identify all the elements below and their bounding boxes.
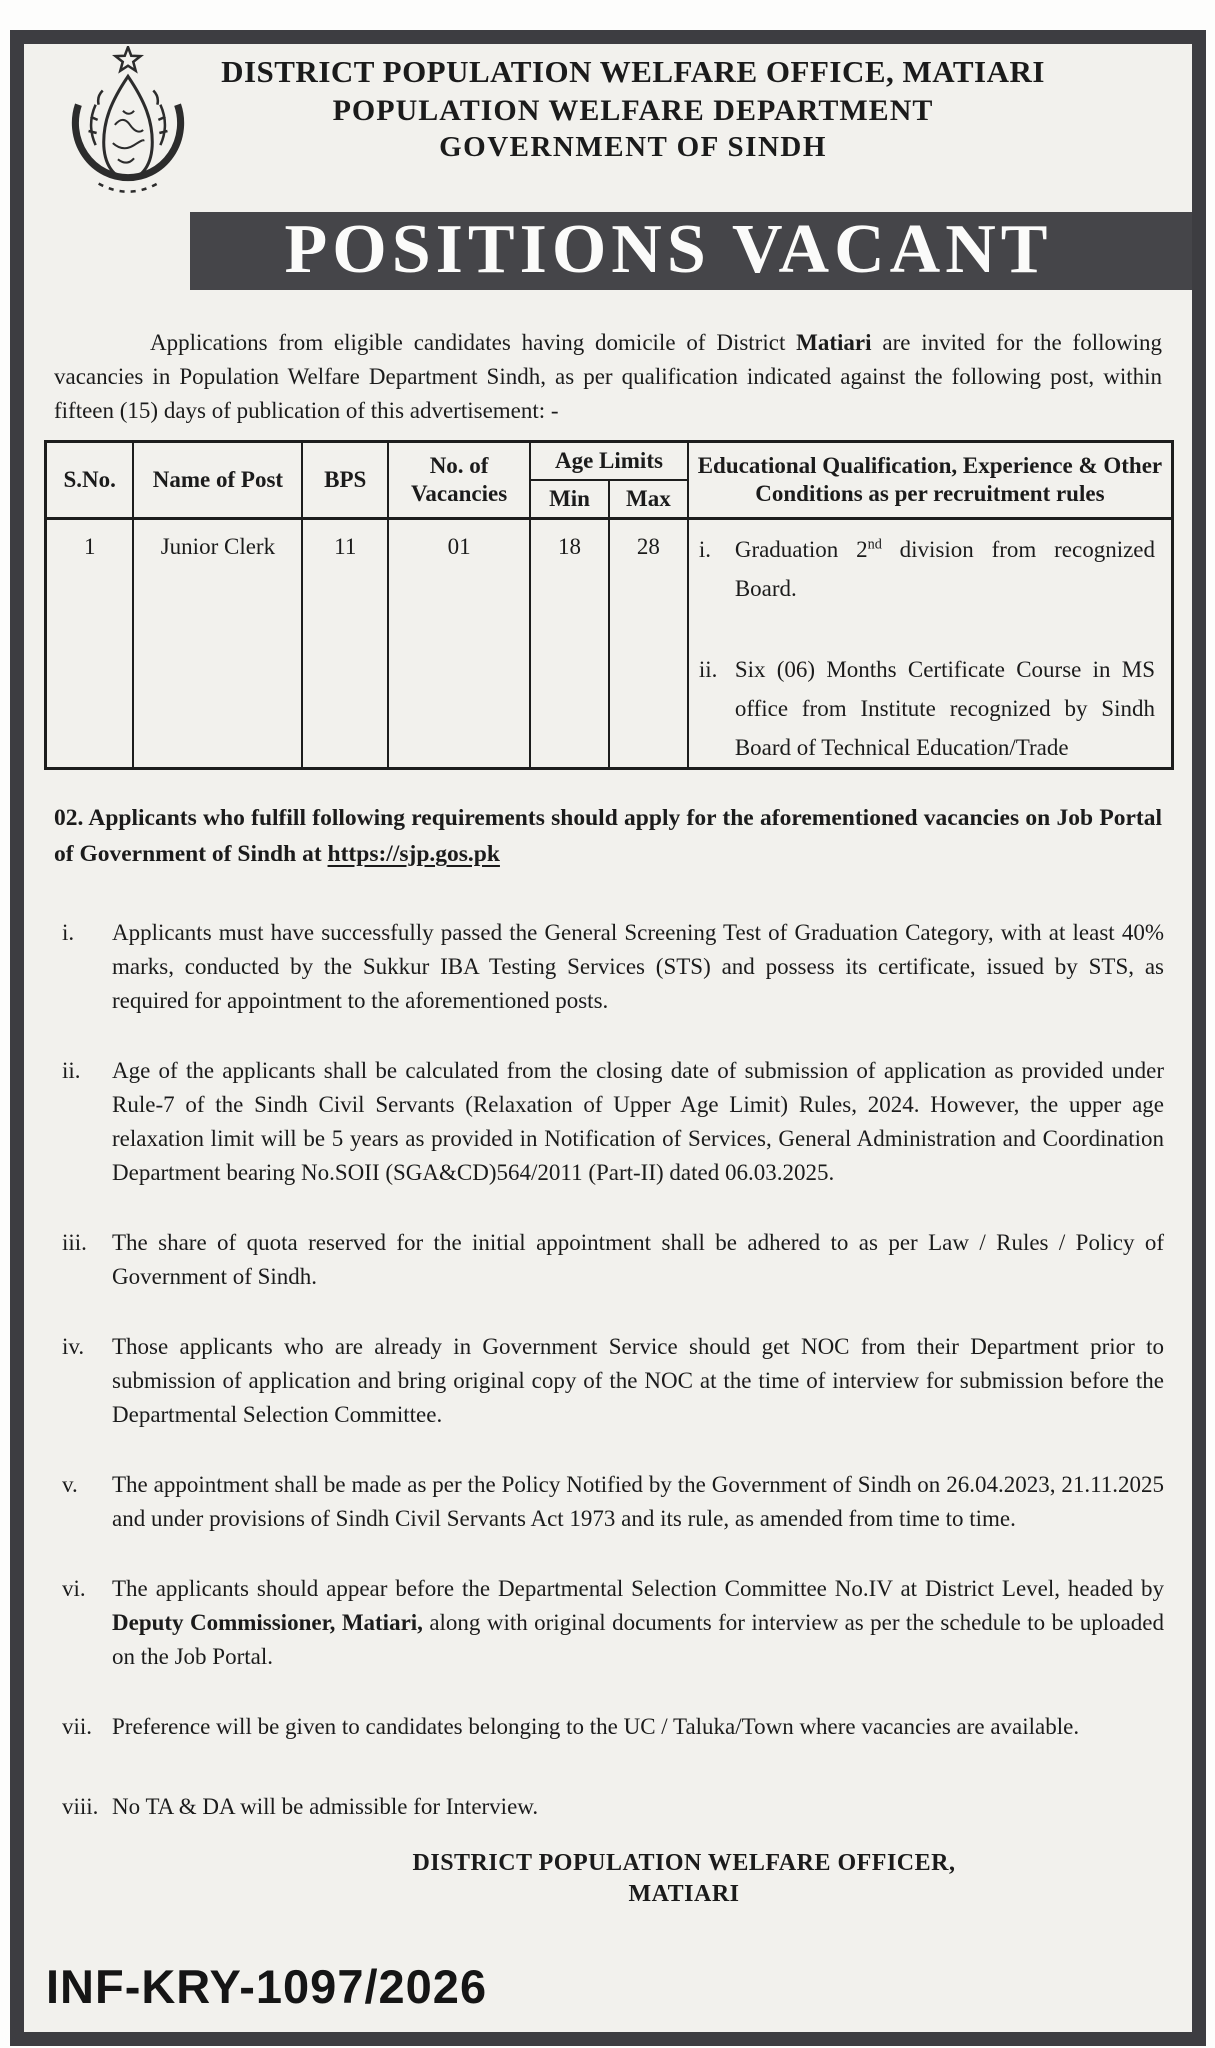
list-item-viii	[50, 1790, 1164, 1824]
list-item-ii-number: ii.	[62, 1058, 81, 1083]
list-item-v	[50, 1468, 1164, 1536]
list-item-ii-text: Age of the applicants shall be calculated from the closing date of submission of application as provided under Rule-7 of the Sindh Civil Servants (Relaxation of Upper Age Limit) Rules, 2024. However, the upper age relaxation limit will be 5 years as provided in Notification of Services, General Administration and Coordination Department bearing No.SOII (SGA&CD)564/2011 (Part-II) dated 06.03.2025.	[112, 1058, 1164, 1185]
qualification-item-ii	[699, 650, 1155, 767]
intro-text-pre: Applications from eligible candidates having domicile of District	[150, 330, 797, 355]
list-item-iv-text: Those applicants who are already in Government Service should get NOC from their Department prior to submission of application and bring original copy of the NOC at the time of interview for submission before the Departmental Selection Committee.	[112, 1334, 1164, 1427]
col-header-bps: BPS	[302, 442, 388, 519]
department-title: POPULATION WELFARE DEPARTMENT	[332, 94, 934, 127]
qual-i-post: division from recognized Board.	[734, 537, 1155, 601]
masthead-text	[24, 52, 1192, 166]
list-item-i-number: i.	[62, 920, 75, 945]
list-item-i	[50, 916, 1164, 1018]
list-item-i-text: Applicants must have successfully passed the General Screening Test of Graduation Category, with at least 40% marks, conducted by the Sukkur IBA Testing Services (STS) and possess its certificate, issued by STS, as required for appointment to the aforementioned posts.	[112, 920, 1164, 1013]
col-header-age-limits: Age Limits	[530, 442, 688, 481]
sindh-government-emblem-icon	[62, 46, 194, 218]
cell-post-name: Junior Clerk	[133, 519, 302, 769]
col-header-age-max: Max	[609, 480, 688, 519]
positions-vacant-banner: POSITIONS VACANT	[190, 212, 1192, 290]
list-item-vii-number: vii.	[62, 1714, 93, 1739]
list-item-v-text: The appointment shall be made as per the Policy Notified by the Government of Sindh on 26.04.2023, 21.11.2025 and under provisions of Sindh Civil Servants Act 1973 and its rule, as amended from time to time.	[112, 1472, 1164, 1531]
inf-reference-number: INF-KRY-1097/2026	[46, 1960, 488, 2013]
list-item-viii-number: viii.	[62, 1794, 99, 1819]
col-header-sno: S.No.	[46, 442, 134, 519]
qualification-item-ii-number: ii.	[698, 657, 718, 682]
table-row	[46, 519, 1173, 769]
cell-age-min: 18	[530, 519, 609, 769]
qual-i-superscript: nd	[867, 536, 882, 553]
col-header-name-of-post: Name of Post	[133, 442, 302, 519]
cell-bps: 11	[302, 519, 388, 769]
intro-text-post: are invited for the following vacancies in Population Welfare Department Sindh, as per qualification indicated against the following post, within fifteen (15) days of publication of this advertisement: -	[54, 330, 1163, 423]
intro-district-name: Matiari	[796, 330, 872, 355]
signature-title: DISTRICT POPULATION WELFARE OFFICER,	[412, 1850, 956, 1876]
list-item-vi	[50, 1572, 1164, 1674]
cell-age-max: 28	[609, 519, 688, 769]
signature-location: MATIARI	[628, 1881, 740, 1907]
list-item-vi-post: along with original documents for interview as per the schedule to be uploaded on the Job Portal.	[112, 1610, 1164, 1669]
col-header-vacancies: No. of Vacancies	[388, 442, 530, 519]
list-item-vi-number: vi.	[62, 1576, 86, 1601]
masthead	[24, 44, 1192, 196]
list-item-vi-bold: Deputy Commissioner, Matiari,	[112, 1610, 423, 1635]
vacancy-table	[44, 440, 1174, 770]
list-item-vii	[50, 1710, 1164, 1744]
list-item-vii-text: Preference will be given to candidates belonging to the UC / Taluka/Town where vacancies are available.	[112, 1714, 1080, 1739]
advertisement-frame	[10, 30, 1206, 2046]
list-item-v-number: v.	[62, 1472, 78, 1497]
qualification-item-ii-text: Six (06) Months Certificate Course in MS office from Institute recognized by Sindh Board of Technical Education/Trade	[734, 657, 1155, 760]
col-header-qualification: Educational Qualification, Experience & Other Conditions as per recruitment rules	[688, 442, 1173, 519]
job-portal-url: https://sjp.gos.pk	[327, 841, 500, 867]
intro-paragraph	[54, 326, 1162, 428]
conditions-list	[24, 916, 1192, 1824]
list-item-vi-text	[112, 1572, 1164, 1674]
apply-instructions-paragraph	[54, 800, 1162, 872]
list-item-iii-number: iii.	[62, 1230, 87, 1255]
list-item-ii	[50, 1054, 1164, 1190]
government-title: GOVERNMENT OF SINDH	[439, 131, 827, 163]
cell-sno: 1	[46, 519, 134, 769]
cell-vacancies: 01	[388, 519, 530, 769]
list-item-iv-number: iv.	[62, 1334, 85, 1359]
list-item-iv	[50, 1330, 1164, 1432]
qual-i-pre: Graduation 2	[734, 537, 868, 562]
list-item-viii-text: No TA & DA will be admissible for Interview.	[112, 1794, 539, 1819]
list-item-vi-pre: The applicants should appear before the Departmental Selection Committee No.IV at District Level, headed by	[112, 1576, 1164, 1601]
vacancy-table-wrapper	[44, 440, 1174, 770]
signature-block	[384, 1848, 984, 1910]
cell-qualification	[688, 519, 1173, 769]
list-item-iii	[50, 1226, 1164, 1294]
apply-instructions-text: 02. Applicants who fulfill following requirements should apply for the aforementioned vacancies on Job Portal of Government of Sindh at	[54, 805, 1162, 867]
list-item-iii-text: The share of quota reserved for the initial appointment shall be adhered to as per Law / Rules / Policy of Government of Sindh.	[112, 1230, 1164, 1289]
office-title: DISTRICT POPULATION WELFARE OFFICE, MATIARI	[221, 54, 1045, 89]
qualification-item-i-text	[735, 530, 1155, 608]
qualification-item-i	[699, 530, 1155, 608]
col-header-age-min: Min	[530, 480, 609, 519]
qualification-item-i-number: i.	[698, 537, 711, 562]
